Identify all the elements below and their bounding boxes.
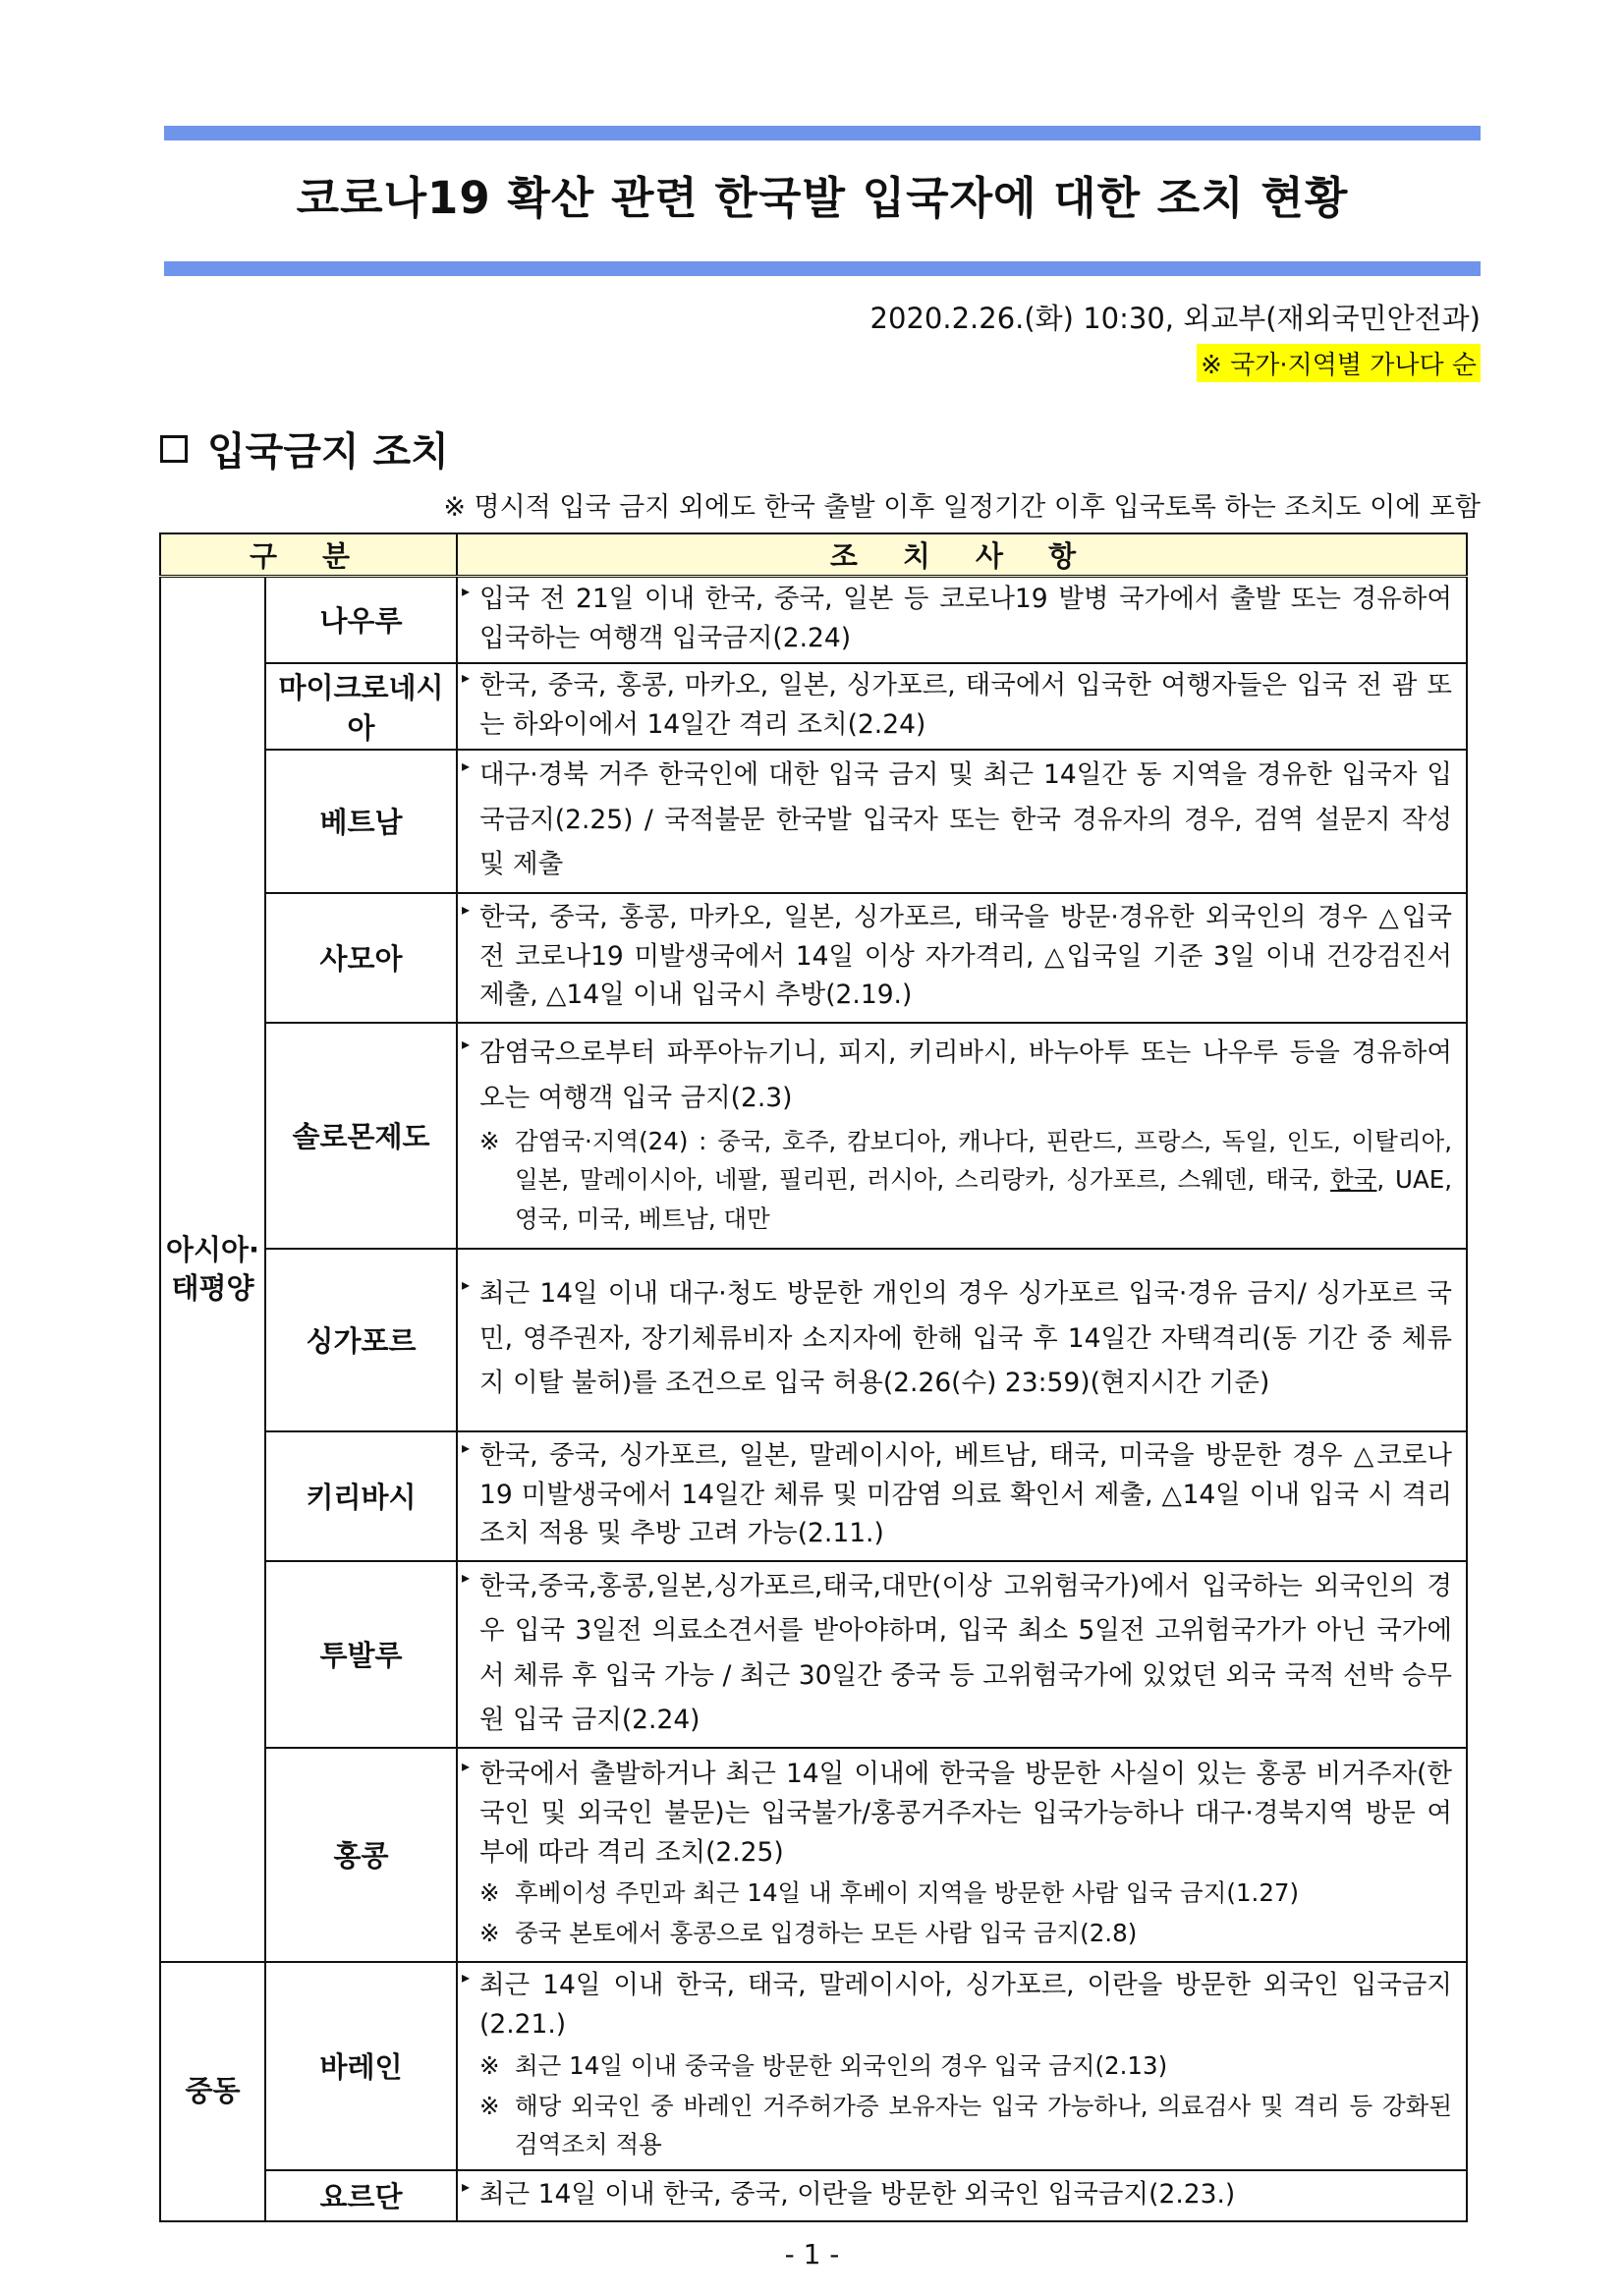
section-heading-text: 입국금지 조치 [207, 429, 449, 475]
country-samoa: 사모아 [265, 893, 457, 1023]
table-row [160, 663, 1467, 750]
right-triangle-icon: ▸ [462, 1035, 471, 1054]
document-title: 코로나19 확산 관련 한국발 입국자에 대한 조치 현황 [296, 172, 1349, 224]
country-tuvalu: 투발루 [265, 1561, 457, 1748]
table-row [160, 1249, 1467, 1431]
table-header-row [160, 533, 1467, 577]
table-row [160, 1561, 1467, 1748]
country-jordan: 요르단 [265, 2170, 457, 2221]
country-solomon: 솔로몬제도 [265, 1023, 457, 1249]
table-row [160, 1023, 1467, 1249]
region-middle-east: 중동 [160, 1962, 265, 2221]
table-row [160, 1431, 1467, 1561]
measure-tuvalu: 한국,중국,홍콩,일본,싱가포르,태국,대만(이상 고위험국가)에서 입국하는 외국인의 경우 입국 3일전 의료소견서를 받아야하며, 입국 최소 5일전 고위험국가가 아닌 국가에서 체류 후 입국 가능 / 최근 30일간 중국 등 고위험국가에 있었던 외국 국적 선박 승무원 입국 금지(2.24) [479, 1570, 1452, 1736]
measure-vietnam: 대구·경북 거주 한국인에 대한 입국 금지 및 최근 14일간 동 지역을 경유한 입국자 입국금지(2.25) / 국적불문 한국발 입국자 또는 한국 경유자의 경우, 검역 설문지 작성 및 제출 [479, 759, 1452, 880]
right-triangle-icon: ▸ [462, 1275, 471, 1295]
measure-bahrain: 최근 14일 이내 한국, 태국, 말레이시아, 싱가포르, 이란을 방문한 외국인 입국금지(2.21.) [479, 1970, 1452, 2041]
measure-jordan: 최근 14일 이내 한국, 중국, 이란을 방문한 외국인 입국금지(2.23.) [479, 2178, 1236, 2210]
table-row [160, 577, 1467, 663]
bahrain-note-2: ※ 해당 외국인 중 바레인 거주허가증 보유자는 입국 가능하나, 의료검사 및 격리 등 강화된 검역조치 적용 [479, 2091, 1452, 2159]
right-triangle-icon: ▸ [462, 1437, 471, 1457]
right-triangle-icon: ▸ [462, 2176, 471, 2196]
sort-note-highlight: ※ 국가·지역별 가나다 순 [1197, 344, 1481, 382]
country-bahrain: 바레인 [265, 1962, 457, 2170]
country-nauru: 나우루 [265, 577, 457, 663]
title-top-rule [164, 126, 1481, 140]
country-vietnam: 베트남 [265, 750, 457, 893]
header-measures: 조 치 사 항 [457, 533, 1467, 577]
page-number: - 1 - [784, 2238, 840, 2270]
country-singapore: 싱가포르 [265, 1249, 457, 1431]
title-bottom-rule [164, 261, 1481, 276]
solomon-infected-list-note: ※ 감염국·지역(24) : 중국, 호주, 캄보디아, 캐나다, 핀란드, 프랑스, 독일, 인도, 이탈리아, 일본, 말레이시아, 네팔, 필리핀, 러시아, 스리랑카, 싱가포르, 스웨덴, 태국, 한국, UAE, 영국, 미국, 베트남, 대만 [479, 1127, 1452, 1233]
scope-note: ※ 명시적 입국 금지 외에도 한국 출발 이후 일정기간 이후 입국토록 하는 조치도 이에 포함 [443, 492, 1481, 523]
hongkong-note-1: ※ 후베이성 주민과 최근 14일 내 후베이 지역을 방문한 사람 입국 금지(1.27) [479, 1878, 1300, 1908]
checkbox-square-icon [160, 435, 188, 463]
measure-hongkong: 한국에서 출발하거나 최근 14일 이내에 한국을 방문한 사실이 있는 홍콩 비거주자(한국인 및 외국인 불문)는 입국불가/홍콩거주자는 입국가능하나 대구·경북지역 방문 여부에 따라 격리 조치(2.25) [479, 1759, 1452, 1868]
region-asia-pacific: 아시아·태평양 [160, 577, 265, 1962]
country-kiribati: 키리바시 [265, 1431, 457, 1561]
country-micronesia: 마이크로네시아 [265, 663, 457, 750]
right-triangle-icon: ▸ [462, 1567, 471, 1587]
table-row [160, 1962, 1467, 2170]
right-triangle-icon: ▸ [462, 582, 471, 600]
right-triangle-icon: ▸ [462, 899, 471, 919]
table-row [160, 893, 1467, 1023]
right-triangle-icon: ▸ [462, 1968, 471, 1988]
table-row [160, 750, 1467, 893]
header-category: 구 분 [160, 533, 457, 577]
measure-nauru: 입국 전 21일 이내 한국, 중국, 일본 등 코로나19 발병 국가에서 출발 또는 경유하여 입국하는 여행객 입국금지(2.24) [479, 584, 1452, 653]
measure-singapore: 최근 14일 이내 대구·청도 방문한 개인의 경우 싱가포르 입국·경유 금지/ 싱가포르 국민, 영주권자, 장기체류비자 소지자에 한해 입국 후 14일간 자택격리(동 기간 중 체류지 이탈 불허)를 조건으로 입국 허용(2.26(수) 23:59)(현지시간 기준) [479, 1278, 1452, 1399]
measure-samoa: 한국, 중국, 홍콩, 마카오, 일본, 싱가포르, 태국을 방문·경유한 외국인의 경우 △입국 전 코로나19 미발생국에서 14일 이상 자가격리, △입국일 기준 3일 이내 건강검진서 제출, △14일 이내 입국시 추방(2.19.) [479, 901, 1452, 1011]
right-triangle-icon: ▸ [462, 667, 471, 687]
entry-ban-table [159, 532, 1468, 2222]
bahrain-note-1: ※ 최근 14일 이내 중국을 방문한 외국인의 경우 입국 금지(2.13) [479, 2050, 1168, 2080]
table-row [160, 2170, 1467, 2221]
section-heading [160, 420, 449, 476]
measure-kiribati: 한국, 중국, 싱가포르, 일본, 말레이시아, 베트남, 태국, 미국을 방문한 경우 △코로나19 미발생국에서 14일간 체류 및 미감염 의료 확인서 제출, △14일 이내 입국 시 격리조치 적용 및 추방 고려 가능(2.11.) [479, 1439, 1452, 1549]
korea-underlined: 한국 [1330, 1165, 1377, 1195]
measure-micronesia: 한국, 중국, 홍콩, 마카오, 일본, 싱가포르, 태국에서 입국한 여행자들은 입국 전 괌 또는 하와이에서 14일간 격리 조치(2.24) [479, 669, 1452, 740]
hongkong-note-2: ※ 중국 본토에서 홍콩으로 입경하는 모든 사람 입국 금지(2.8) [479, 1919, 1138, 1948]
right-triangle-icon: ▸ [462, 756, 471, 776]
measure-solomon: 감염국으로부터 파푸아뉴기니, 피지, 키리바시, 바누아투 또는 나우루 등을 경유하여 오는 여행객 입국 금지(2.3) [479, 1037, 1452, 1113]
table-row [160, 1748, 1467, 1962]
right-triangle-icon: ▸ [462, 1757, 471, 1775]
country-hongkong: 홍콩 [265, 1748, 457, 1962]
date-line: 2020.2.26.(화) 10:30, 외교부(재외국민안전과) [869, 302, 1481, 335]
